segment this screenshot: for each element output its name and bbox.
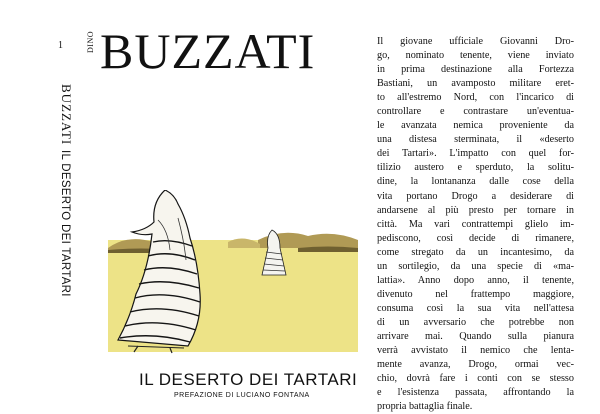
blurb-line: arrivare mai. Quando sulla pianura	[377, 330, 574, 342]
spine-title: IL DESERTO DEI TARTARI	[59, 150, 71, 297]
cover-title: IL DESERTO DEI TARTARI	[139, 370, 358, 389]
back-cover-blurb	[377, 35, 574, 414]
blurb-line: le avanzata nemica proveniente da	[377, 120, 574, 132]
blurb-line: divenuto nel frattempo maggiore,	[377, 288, 574, 300]
blurb-line: lattia». Anno dopo anno, il tenente,	[377, 274, 574, 286]
blurb-line: vita portano Drogo a desiderare di	[377, 190, 574, 202]
blurb-line: come stregato da un incantesimo, da	[377, 246, 574, 258]
cover-illustration	[108, 190, 358, 355]
blurb-line: pediscono, così decide di rimanere,	[377, 232, 574, 244]
cover-author: BUZZATI	[100, 23, 316, 79]
cover-preface: PREFAZIONE DI LUCIANO FONTANA	[174, 392, 310, 399]
spine-volume-number: 1	[58, 40, 63, 51]
book-spine	[52, 82, 82, 352]
blurb-line: andarsene al più presto per tornare in	[377, 204, 574, 216]
blurb-line: di un avversario che potrebbe non	[377, 316, 574, 328]
spine-author: BUZZATI	[59, 84, 74, 146]
blurb-line: Il giovane ufficiale Giovanni Dro-	[377, 36, 574, 47]
blurb-line: go, nominato tenente, viene inviato	[377, 50, 574, 62]
blurb-line: un sortilegio, da una specie di «ma-	[377, 260, 574, 272]
blurb-line: tilizio austero e sperduto, la solitu-	[377, 162, 574, 174]
blurb-line: città. Ma vari contrattempi glielo im-	[377, 218, 574, 230]
blurb-line: propria battaglia finale.	[377, 401, 473, 413]
cover-first-name: DINO	[86, 31, 95, 53]
blurb-line: dine, la lontananza dalle cose della	[377, 176, 574, 188]
blurb-line: in prima destinazione alla Fortezza	[377, 64, 574, 76]
blurb-line: dei Tartari». L'impatto con quel for-	[377, 148, 574, 160]
blurb-line: controllare e contrastare un'eventua-	[377, 106, 574, 118]
blurb-line: to all'estremo Nord, con l'incarico di	[377, 92, 574, 104]
blurb-line: consuma così la sua vita nell'attesa	[377, 302, 574, 314]
blurb-line: una distesa sterminata, il «deserto	[377, 134, 574, 146]
blurb-line: mente avanza, Drogo, ormai vec-	[377, 359, 574, 371]
blurb-line: e l'esistenza passata, affrontando la	[377, 387, 574, 399]
blurb-line: Bastiani, un avamposto militare eret-	[377, 78, 574, 90]
blurb-line: chio, dovrà fare i conti con se stesso	[377, 373, 574, 385]
blurb-line: verrà avvistato il nemico che lenta-	[377, 345, 574, 357]
